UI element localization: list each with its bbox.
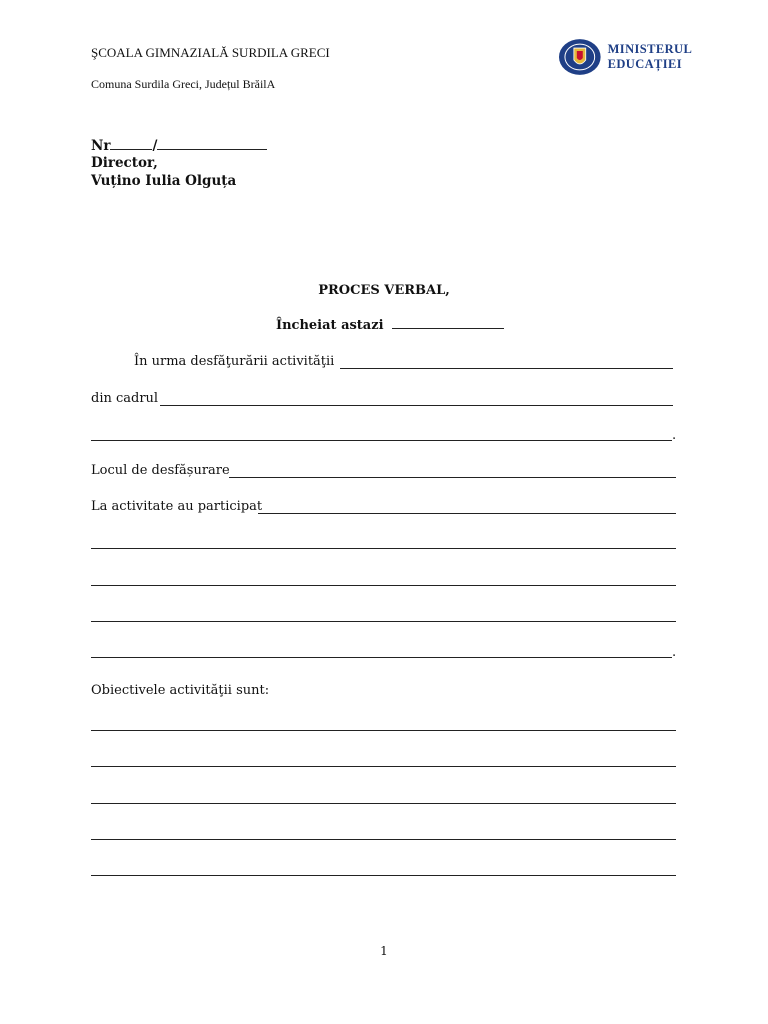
date-label: Încheiat astazi [276,318,384,333]
romanian-coat-of-arms-icon [558,38,602,76]
period: . [672,428,677,443]
period-2: . [672,645,677,660]
activity-label: În urma desfăţurării activităţii [134,354,335,369]
participants-label: La activitate au participat [91,499,263,514]
participants-blank-3[interactable] [91,585,676,586]
school-address: Comuna Surdila Greci, Județul BrăilA [91,77,276,91]
director-label: Director, [91,155,158,171]
page-number: 1 [380,944,388,958]
objectives-blank-3[interactable] [91,803,676,804]
registration-number [91,138,267,154]
location-label: Locul de desfășurare [91,463,230,478]
participants-blank[interactable] [258,513,676,514]
participants-blank-2[interactable] [91,548,676,549]
nr-separator: / [152,138,158,154]
director-name: Vuțino Iulia Olguța [91,173,237,189]
participants-blank-5[interactable] [91,657,672,658]
objectives-blank-5[interactable] [91,875,676,876]
ministry-name: MINISTERUL EDUCAȚIEI [607,42,692,71]
objectives-blank-4[interactable] [91,839,676,840]
location-blank[interactable] [229,477,676,478]
date-line [276,318,504,333]
participants-blank-4[interactable] [91,621,676,622]
framework-blank-2[interactable] [91,440,672,441]
framework-blank[interactable] [160,405,673,406]
objectives-blank-1[interactable] [91,730,676,731]
nr-date-blank[interactable] [157,149,267,150]
school-name: ŞCOALA GIMNAZIALĂ SURDILA GRECI [91,45,330,60]
nr-blank[interactable] [110,149,152,150]
framework-label: din cadrul [91,391,159,406]
activity-blank[interactable] [340,368,673,369]
objectives-label: Obiectivele activităţii sunt: [91,683,270,698]
ministry-logo [558,38,768,76]
objectives-blank-2[interactable] [91,766,676,767]
date-blank[interactable] [392,328,504,329]
document-title: PROCES VERBAL, [318,283,450,298]
nr-label: Nr [91,138,111,154]
